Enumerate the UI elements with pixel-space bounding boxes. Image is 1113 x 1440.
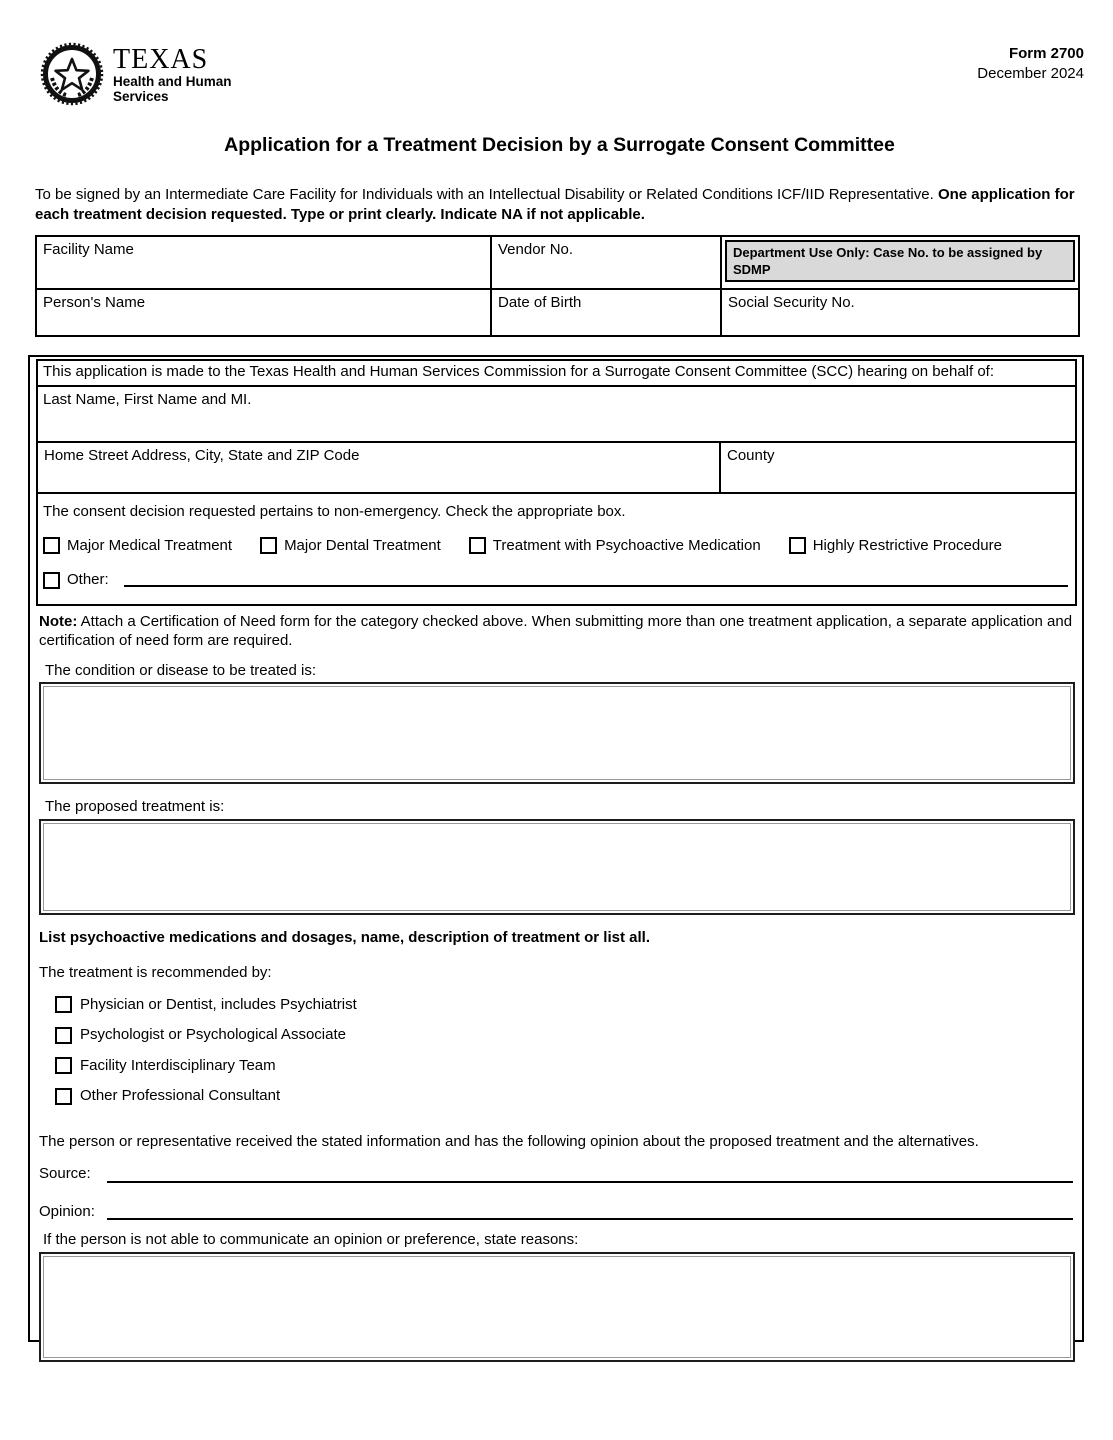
opinion-input-line[interactable] [107, 1218, 1073, 1220]
reasons-textarea[interactable] [39, 1252, 1075, 1362]
major-dental-checkbox[interactable] [260, 537, 277, 554]
logo-brand-text: TEXAS [113, 44, 209, 75]
note-text: Attach a Certification of Need form for the category checked above. When submitting more than one treatment application, a separate application and certification of need form are required. [39, 612, 1073, 650]
logo-subtitle-line1: Health and Human [113, 74, 232, 89]
address-row [38, 441, 1075, 492]
form-number: Form 2700 [1008, 45, 1084, 62]
psychologist-checkbox[interactable] [55, 1027, 72, 1044]
other-checkbox[interactable] [43, 572, 60, 589]
major-medical-checkbox[interactable] [43, 537, 60, 554]
major-dental-label: Major Dental Treatment [284, 536, 441, 554]
intro-regular-text: To be signed by an Intermediate Care Facility for Individuals with an Intellectual Disability or Related Conditions ICF/IID Representative. [35, 186, 938, 204]
last-name-field[interactable]: Last Name, First Name and MI. [38, 385, 1075, 441]
application-intro-row: This application is made to the Texas Health and Human Services Commission for a Surrogate Consent Committee (SCC) hearing on behalf of: [43, 363, 995, 381]
page-header [35, 42, 1084, 106]
opinion-row [39, 1202, 1073, 1222]
facility-name-field[interactable]: Facility Name [43, 241, 134, 259]
physician-dentist-checkbox[interactable] [55, 996, 72, 1013]
opinion-statement: The person or representative received the stated information and has the following opinion about the proposed treatment and the alternatives. [39, 1132, 979, 1150]
highly-restrictive-checkbox[interactable] [789, 537, 806, 554]
note-paragraph [39, 612, 1073, 651]
consent-option-major-dental [260, 536, 441, 556]
interdisciplinary-team-checkbox[interactable] [55, 1057, 72, 1074]
psychologist-label: Psychologist or Psychological Associate [80, 1026, 346, 1044]
proposed-treatment-textarea[interactable] [39, 819, 1075, 915]
recommended-option-physician [55, 995, 1082, 1015]
consent-option-major-medical [43, 536, 232, 556]
physician-dentist-label: Physician or Dentist, includes Psychiatrist [80, 995, 357, 1013]
persons-name-field[interactable]: Person's Name [43, 294, 146, 312]
county-field[interactable]: County [719, 443, 1075, 492]
home-address-field[interactable]: Home Street Address, City, State and ZIP Code [44, 447, 360, 465]
consent-option-psychoactive [469, 536, 761, 556]
opinion-label: Opinion: [39, 1202, 95, 1220]
highly-restrictive-label: Highly Restrictive Procedure [812, 536, 1002, 554]
texas-hhs-logo [35, 42, 232, 106]
consent-option-other [43, 570, 1070, 590]
intro-bold-text: One application for each treatment decision requested. Type or print clearly. Indicate NA if not applicable. [35, 186, 1075, 223]
major-medical-label: Major Medical Treatment [67, 536, 233, 554]
ssn-field[interactable]: Social Security No. [720, 290, 1078, 335]
proposed-treatment-label: The proposed treatment is: [45, 798, 225, 816]
source-label: Source: [39, 1165, 91, 1183]
vendor-no-field[interactable]: Vendor No. [490, 237, 720, 288]
other-consultant-checkbox[interactable] [55, 1088, 72, 1105]
department-use-cell [720, 237, 1078, 288]
form-date: December 2024 [977, 64, 1084, 82]
recommended-by-label: The treatment is recommended by: [39, 964, 272, 982]
texas-state-seal-icon [40, 42, 104, 106]
other-consultant-label: Other Professional Consultant [80, 1087, 281, 1105]
consent-prompt: The consent decision requested pertains to non-emergency. Check the appropriate box. [43, 503, 626, 521]
application-table [36, 359, 1077, 606]
interdisciplinary-team-label: Facility Interdisciplinary Team [80, 1056, 276, 1074]
condition-label: The condition or disease to be treated is: [45, 661, 316, 679]
recommended-option-interdisciplinary-team [55, 1056, 1082, 1076]
logo-subtitle-line2: Services [113, 89, 169, 105]
department-use-box: Department Use Only: Case No. to be assigned by SDMP [725, 240, 1075, 282]
recommended-by-list [55, 995, 1082, 1106]
date-of-birth-field[interactable]: Date of Birth [490, 290, 720, 335]
consent-decision-row [38, 492, 1075, 604]
medications-heading: List psychoactive medications and dosages, name, description of treatment or list all. [39, 928, 650, 946]
page-title: Application for a Treatment Decision by a Surrogate Consent Committee [224, 134, 895, 156]
source-row [39, 1164, 1073, 1184]
consent-checkbox-row [43, 536, 1070, 556]
recommended-option-other-consultant [55, 1086, 1082, 1106]
reasons-label: If the person is not able to communicate an opinion or preference, state reasons: [43, 1231, 579, 1249]
source-input-line[interactable] [107, 1181, 1073, 1183]
application-body [28, 355, 1084, 1342]
intro-paragraph [35, 185, 1084, 224]
identity-table [35, 235, 1080, 337]
note-label: Note: [39, 612, 78, 630]
psychoactive-medication-label: Treatment with Psychoactive Medication [492, 536, 761, 554]
psychoactive-medication-checkbox[interactable] [469, 537, 486, 554]
identity-row-2 [37, 288, 1078, 335]
condition-textarea[interactable] [39, 682, 1075, 784]
other-label: Other: [67, 571, 109, 589]
logo-wordmark [113, 42, 232, 104]
recommended-option-psychologist [55, 1025, 1082, 1045]
other-input-line[interactable] [124, 585, 1068, 587]
identity-row-1 [37, 237, 1078, 288]
form-meta [977, 42, 1084, 83]
consent-option-highly-restrictive [789, 536, 1002, 556]
